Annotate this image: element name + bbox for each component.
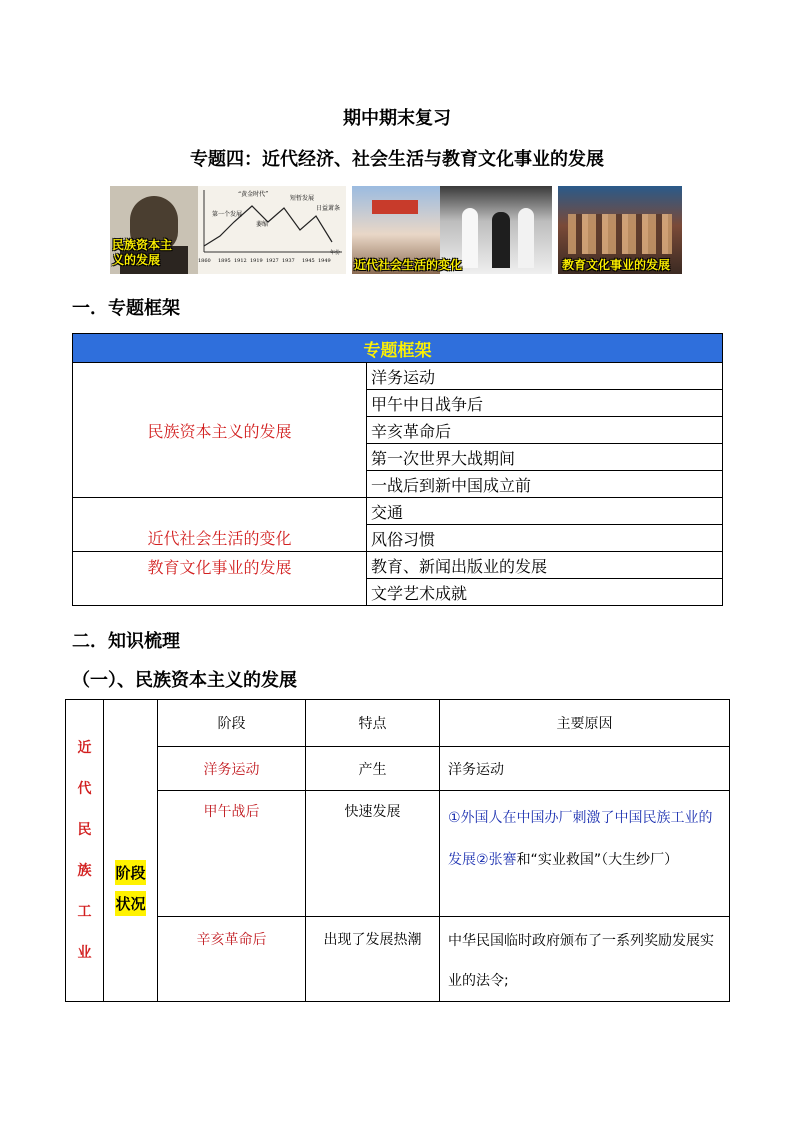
framework-header: 专题框架 [73, 334, 723, 363]
framework-item: 甲午中日战争后 [367, 390, 723, 417]
stage-cell: 辛亥革命后 [158, 917, 306, 1002]
feature-cell: 快速发展 [306, 791, 440, 917]
chart-label: 1927 [266, 258, 279, 264]
chart-label: 1895 [218, 258, 231, 264]
framework-group-culture: 教育文化事业的发展 [73, 552, 367, 606]
stage-cell: 洋务运动 [158, 747, 306, 791]
chart-label: 1912 [234, 258, 247, 264]
section-heading-framework: 一．专题框架 [72, 298, 180, 319]
framework-item: 文学艺术成就 [367, 579, 723, 606]
chart-label: 年份 [330, 250, 341, 256]
chart-label: “黄金时代” [238, 191, 269, 198]
chart-label: 短暂发展 [290, 195, 315, 202]
chart-label: 1919 [250, 258, 263, 264]
framework-item: 教育、新闻出版业的发展 [367, 552, 723, 579]
chart-label: 1860 [198, 258, 211, 264]
banner-caption: 教育文化事业的发展 [562, 258, 671, 272]
column-header: 主要原因 [440, 700, 730, 747]
framework-group-social-life: 近代社会生活的变化 [73, 498, 367, 552]
trend-chart-icon [198, 186, 346, 274]
knowledge-table [65, 699, 730, 1002]
framework-item: 交通 [367, 498, 723, 525]
highlight-tag-status: 状况 [115, 891, 145, 916]
banner-caption: 民族资本主 义的发展 [112, 238, 173, 267]
framework-item: 第一次世界大战期间 [367, 444, 723, 471]
chart-label: 萎缩 [256, 221, 269, 228]
framework-table [72, 333, 723, 606]
chart-label: 第一个发展 [212, 211, 243, 218]
section-heading-knowledge: 二．知识梳理 [72, 631, 180, 652]
highlight-tag-stage: 阶段 [115, 860, 145, 885]
page-title: 期中期末复习 [343, 108, 451, 129]
framework-item: 风俗习惯 [367, 525, 723, 552]
column-header: 特点 [306, 700, 440, 747]
feature-cell: 出现了发展热潮 [306, 917, 440, 1002]
feature-cell: 产生 [306, 747, 440, 791]
chart-label: 1949 [318, 258, 331, 264]
banner-social-life-image [352, 186, 552, 274]
page-subtitle: 专题四：近代经济、社会生活与教育文化事业的发展 [190, 149, 604, 170]
banner-capitalism-image [110, 186, 346, 274]
subsection-heading: （一）、民族资本主义的发展 [72, 670, 297, 691]
reason-cell: 洋务运动 [440, 747, 730, 791]
reason-cell: 中华民国临时政府颁布了一系列奖励发展实业的法令; [440, 917, 730, 1002]
chart-label: 日益萧条 [316, 205, 341, 212]
chart-label: 1937 [282, 258, 295, 264]
banner-culture-image [558, 186, 682, 274]
side-label: 近 代 民 族 工 业 [66, 700, 104, 1002]
chart-label: 1945 [302, 258, 315, 264]
framework-item: 一战后到新中国成立前 [367, 471, 723, 498]
column-header: 阶段 [158, 700, 306, 747]
framework-item: 洋务运动 [367, 363, 723, 390]
highlight-name: 张謇 [488, 852, 517, 868]
banner-caption: 近代社会生活的变化 [354, 258, 463, 272]
framework-group-capitalism: 民族资本主义的发展 [73, 363, 367, 498]
stage-cell: 甲午战后 [158, 791, 306, 917]
framework-item: 辛亥革命后 [367, 417, 723, 444]
stage-status-tag [104, 700, 158, 1002]
reason-cell: ①外国人在中国办厂刺激了中国民族工业的发展②张謇和“实业救国”（大生纱厂） [440, 791, 730, 917]
